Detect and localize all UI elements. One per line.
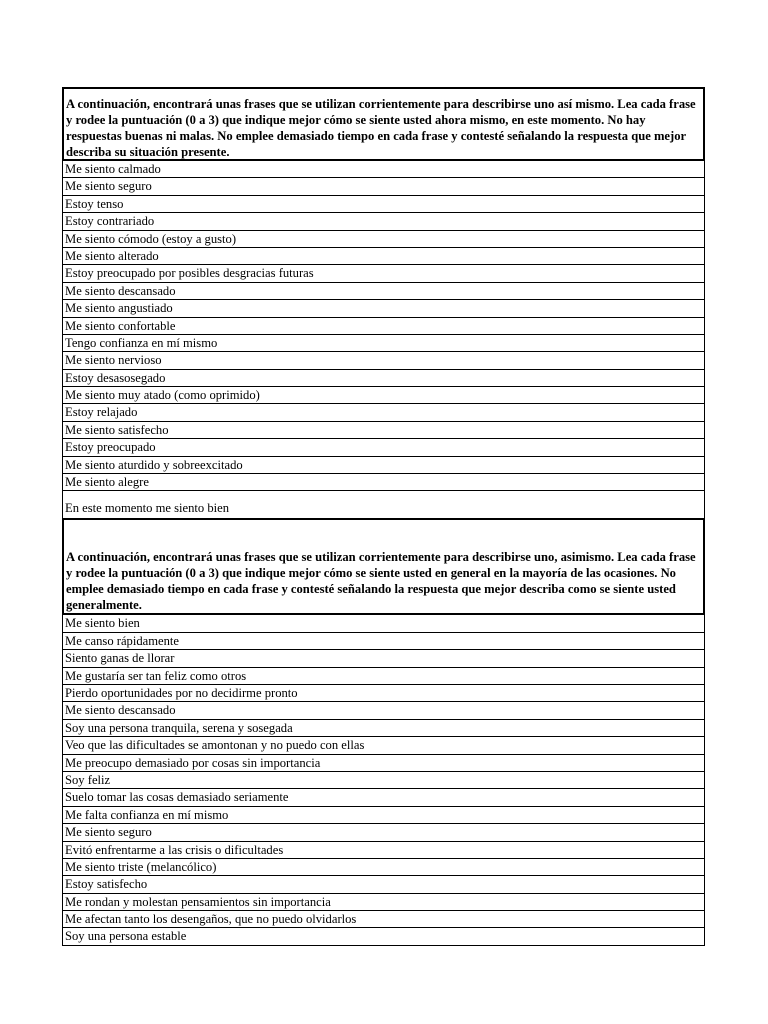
list-item: Me siento nervioso: [62, 352, 705, 369]
list-item: Me siento triste (melancólico): [62, 859, 705, 876]
list-item: En este momento me siento bien: [62, 491, 705, 518]
list-item: Estoy desasosegado: [62, 370, 705, 387]
list-item: Soy una persona tranquila, serena y sosegada: [62, 720, 705, 737]
list-item: Soy una persona estable: [62, 928, 705, 945]
list-item: Me siento confortable: [62, 318, 705, 335]
list-item: Estoy preocupado por posibles desgracias futuras: [62, 265, 705, 282]
state-items-list: [62, 161, 705, 518]
list-item: Suelo tomar las cosas demasiado seriamente: [62, 789, 705, 806]
list-item: Tengo confianza en mí mismo: [62, 335, 705, 352]
list-item: Me siento seguro: [62, 178, 705, 195]
list-item: Me canso rápidamente: [62, 633, 705, 650]
list-item: Me siento bien: [62, 615, 705, 632]
list-item: Estoy contrariado: [62, 213, 705, 230]
list-item: Me siento aturdido y sobreexcitado: [62, 457, 705, 474]
list-item: Me siento descansado: [62, 283, 705, 300]
list-item: Veo que las dificultades se amontonan y no puedo con ellas: [62, 737, 705, 754]
list-item: Me preocupo demasiado por cosas sin importancia: [62, 755, 705, 772]
list-item: Me rondan y molestan pensamientos sin importancia: [62, 894, 705, 911]
list-item: Pierdo oportunidades por no decidirme pronto: [62, 685, 705, 702]
list-item: Evitó enfrentarme a las crisis o dificultades: [62, 842, 705, 859]
list-item: Me falta confianza en mí mismo: [62, 807, 705, 824]
list-item: Estoy tenso: [62, 196, 705, 213]
list-item: Estoy satisfecho: [62, 876, 705, 893]
list-item: Me siento calmado: [62, 161, 705, 178]
state-instructions: A continuación, encontrará unas frases que se utilizan corrientemente para describirse uno así mismo. Lea cada frase y rodee la puntuación (0 a 3) que indique mejor cómo se siente usted ahora mismo, en este momento. No hay respuestas buenas ni malas. No emplee demasiado tiempo en cada frase y contesté señalando la respuesta que mejor describa su situación presente.: [62, 87, 705, 161]
list-item: Estoy preocupado: [62, 439, 705, 456]
questionnaire-sheet: [62, 87, 705, 946]
list-item: Me siento descansado: [62, 702, 705, 719]
list-item: Me gustaría ser tan feliz como otros: [62, 668, 705, 685]
list-item: Me siento seguro: [62, 824, 705, 841]
list-item: Estoy relajado: [62, 404, 705, 421]
trait-instructions: A continuación, encontrará unas frases que se utilizan corrientemente para describirse uno, asimismo. Lea cada frase y rodee la puntuación (0 a 3) que indique mejor cómo se siente usted en general en la mayoría de las ocasiones. No emplee demasiado tiempo en cada frase y contesté señalando la respuesta que mejor describa como se siente usted generalmente.: [62, 518, 705, 615]
list-item: Me siento satisfecho: [62, 422, 705, 439]
trait-items-list: [62, 615, 705, 945]
list-item: Siento ganas de llorar: [62, 650, 705, 667]
list-item: Me afectan tanto los desengaños, que no puedo olvidarlos: [62, 911, 705, 928]
list-item: Me siento muy atado (como oprimido): [62, 387, 705, 404]
list-item: Me siento alterado: [62, 248, 705, 265]
list-item: Me siento angustiado: [62, 300, 705, 317]
list-item: Me siento cómodo (estoy a gusto): [62, 231, 705, 248]
list-item: Me siento alegre: [62, 474, 705, 491]
list-item: Soy feliz: [62, 772, 705, 789]
